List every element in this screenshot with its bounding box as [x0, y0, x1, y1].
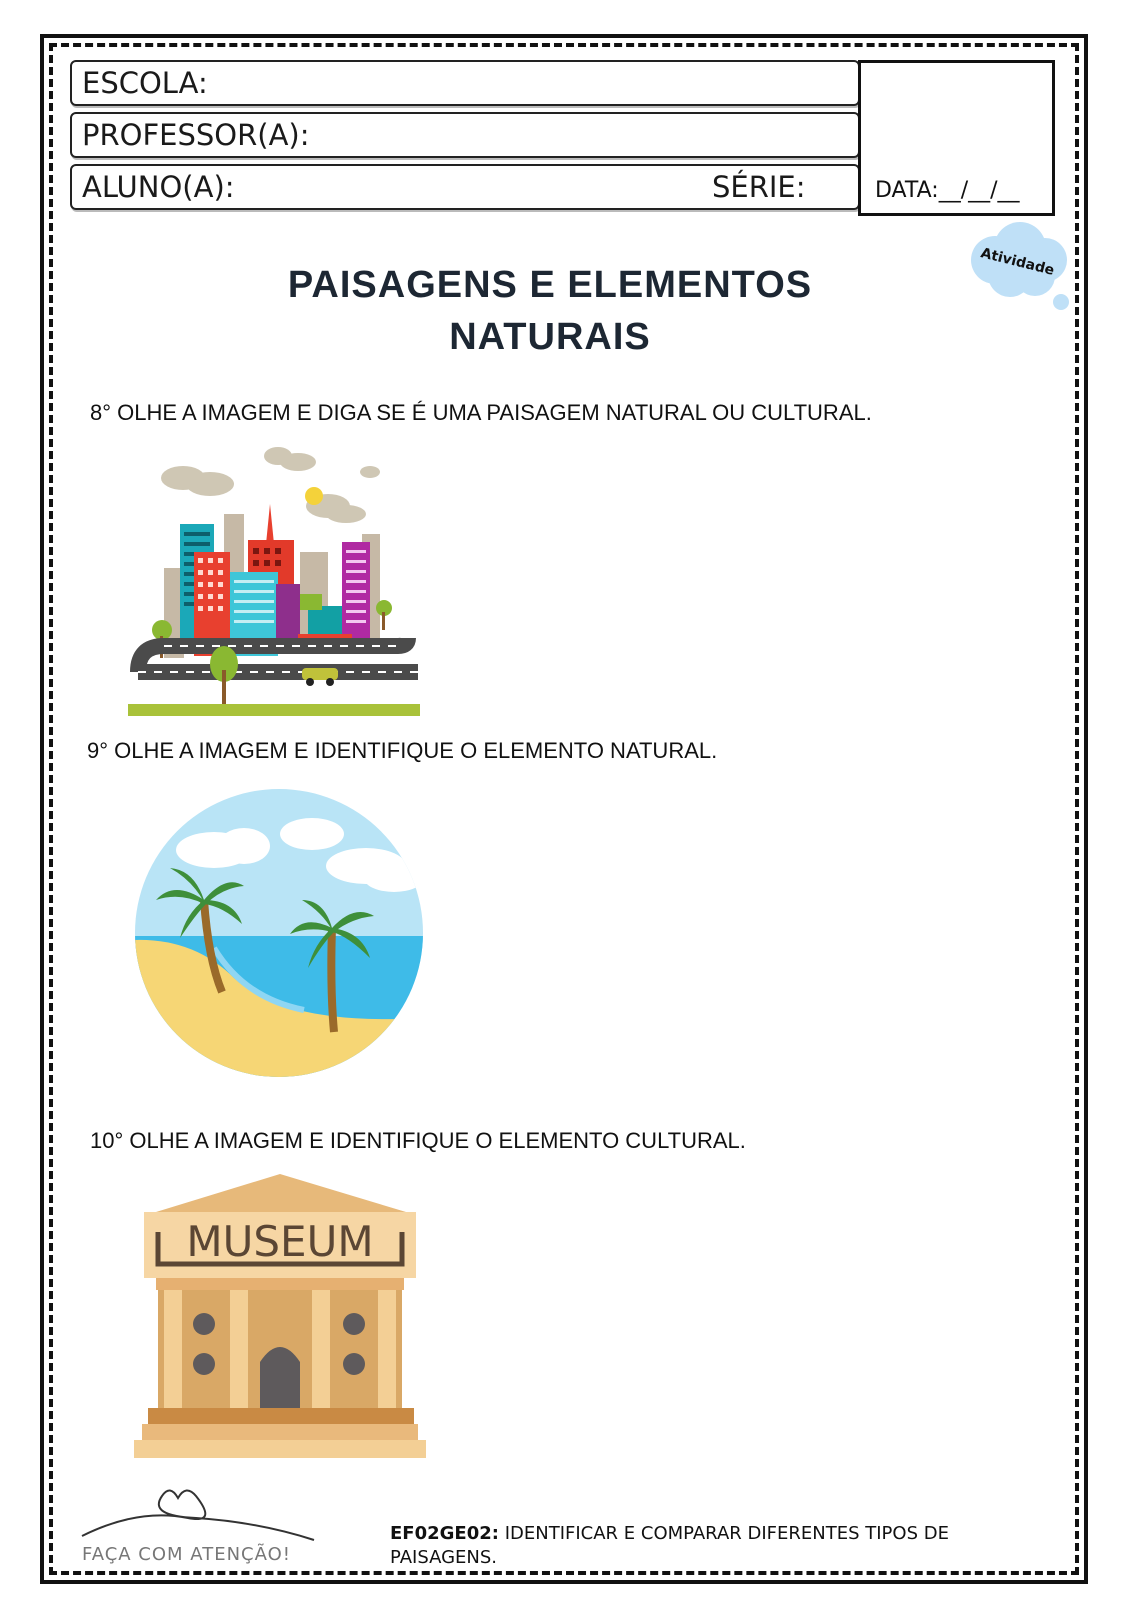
professor-field[interactable] — [70, 112, 860, 158]
page-title-line2: NATURAIS — [449, 316, 651, 358]
atividade-cloud-badge — [965, 220, 1075, 320]
aluno-field[interactable] — [70, 164, 860, 210]
skill-description: IDENTIFICAR E COMPARAR DIFERENTES TIPOS DE PAISAGENS. — [390, 1523, 949, 1568]
date-box[interactable] — [858, 60, 1055, 216]
skill-code: EF02GE02: — [390, 1523, 499, 1544]
page-title-line1: PAISAGENS E ELEMENTOS — [287, 264, 813, 306]
question-9: 9° OLHE A IMAGEM E IDENTIFIQUE O ELEMENTO NATURAL. — [87, 738, 718, 763]
skill-code-note — [390, 1522, 1010, 1570]
aluno-label: ALUNO(A): — [82, 170, 235, 204]
beach-illustration-icon — [134, 788, 424, 1078]
museum-sign: MUSEUM — [186, 1217, 374, 1266]
escola-field[interactable] — [70, 60, 860, 106]
escola-label: ESCOLA: — [82, 66, 208, 100]
question-8: 8° OLHE A IMAGEM E DIGA SE É UMA PAISAGEM NATURAL OU CULTURAL. — [90, 400, 872, 425]
museum-illustration-icon — [134, 1172, 428, 1468]
heart-signature-icon — [78, 1488, 338, 1568]
question-10: 10° OLHE A IMAGEM E IDENTIFIQUE O ELEMENTO CULTURAL. — [90, 1128, 746, 1153]
footer-sign-text: FAÇA COM ATENÇÃO! — [82, 1544, 291, 1565]
serie-label: SÉRIE: — [712, 170, 806, 204]
city-illustration-icon — [128, 440, 420, 720]
professor-label: PROFESSOR(A): — [82, 118, 310, 152]
badge-label: Atividade — [979, 245, 1056, 279]
date-label: DATA:__/__/__ — [875, 178, 1020, 203]
